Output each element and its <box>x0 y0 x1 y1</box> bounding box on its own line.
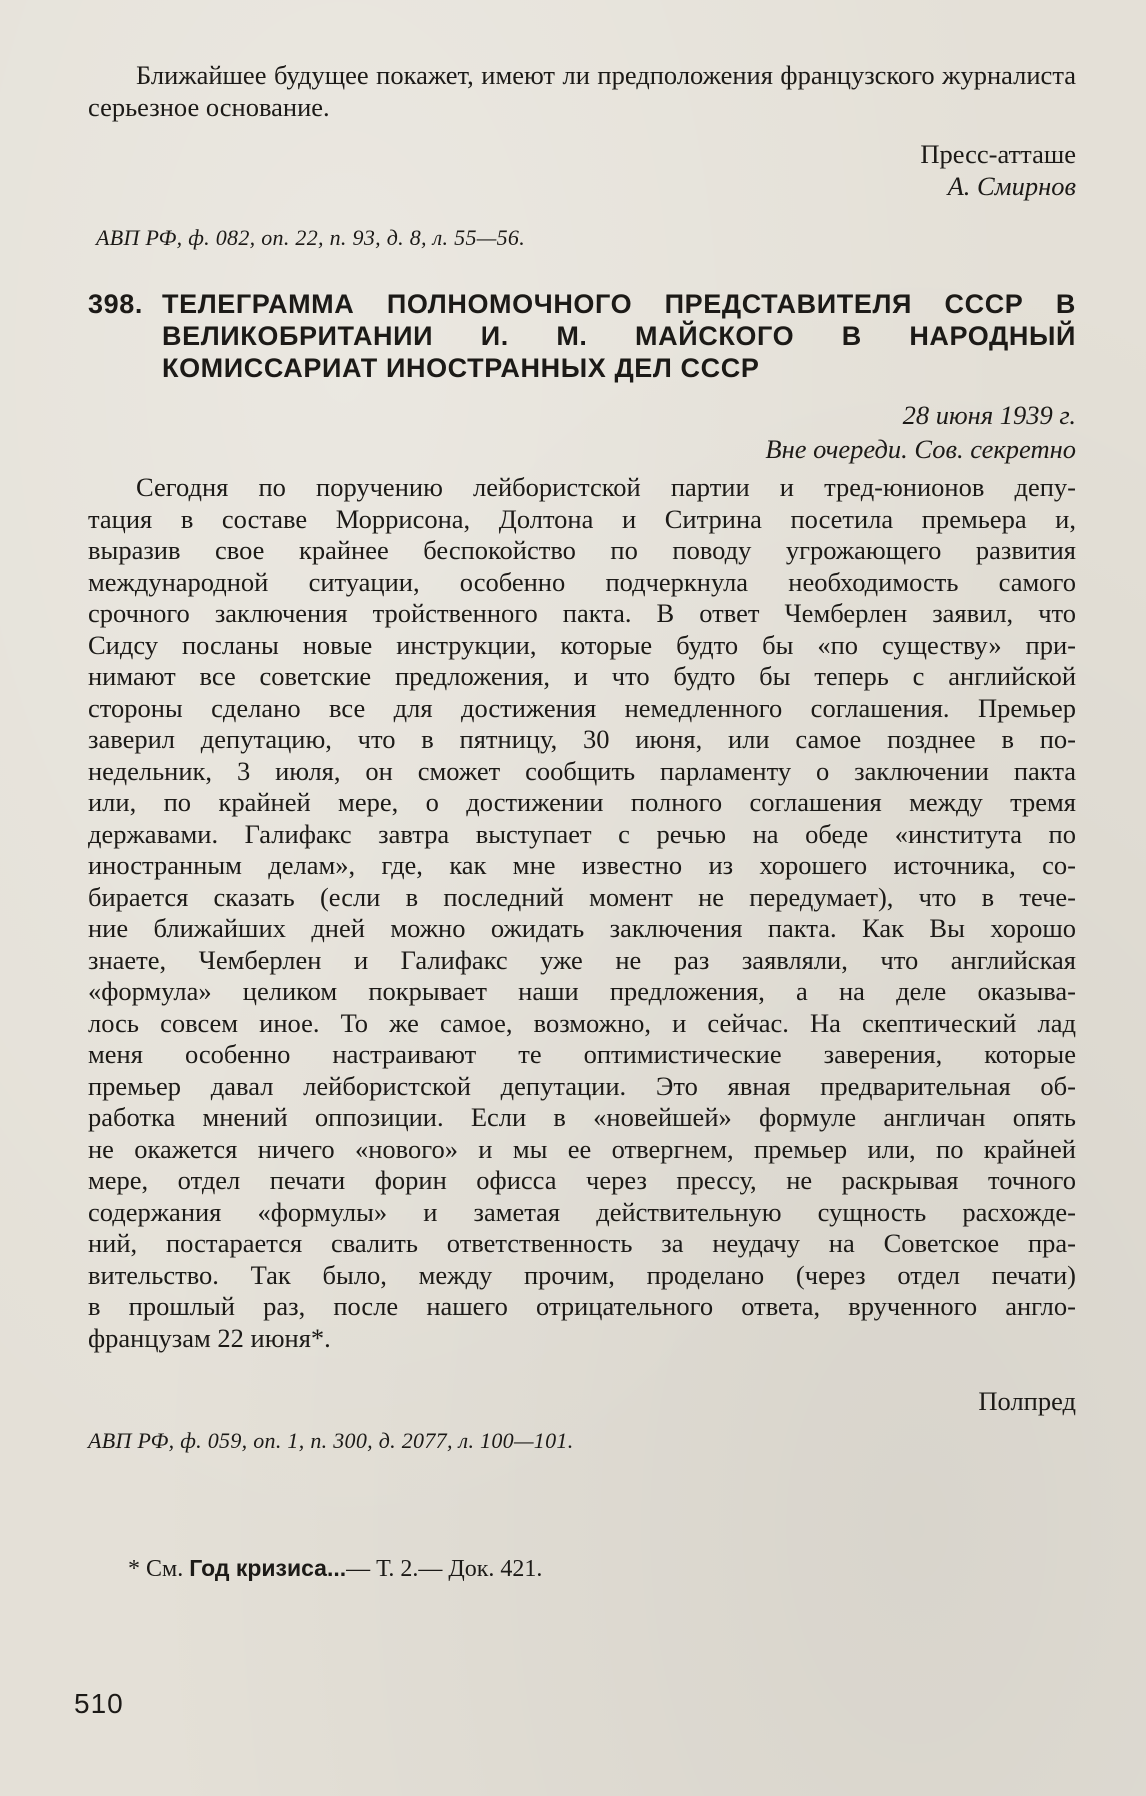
document-heading <box>88 288 1076 384</box>
document-date: 28 июня 1939 г. <box>902 400 1076 430</box>
body-line: заверил депутацию, что в пятницу, 30 июня, или самое позднее в по- <box>88 724 1076 754</box>
body-line: или, по крайней мере, о достижении полного соглашения между тремя <box>88 787 1076 817</box>
intro-signature-role: Пресс-атташе <box>920 139 1076 169</box>
body-line: знаете, Чемберлен и Галифакс уже не раз заявляли, что английская <box>88 944 1076 975</box>
document-archive-source: АВП РФ, ф. 059, оп. 1, п. 300, д. 2077, л. 100—101. <box>88 1428 574 1453</box>
body-line: в прошлый раз, после нашего отрицательного ответа, врученного англо- <box>88 1291 1076 1321</box>
document-number: 398. <box>88 289 143 319</box>
document-classification: Вне очереди. Сов. секретно <box>765 434 1076 464</box>
document-body <box>88 472 1076 1354</box>
body-line: недельник, 3 июля, он сможет сообщить парламенту о заключении пакта <box>88 755 1076 786</box>
body-line: работка мнений оппозиции. Если в «новейшей» формуле англичан опять <box>88 1102 1076 1132</box>
body-line: бирается сказать (если в последний момент не передумает), что в тече- <box>88 881 1076 912</box>
body-line: международной ситуации, особенно подчеркнула необходимость самого <box>88 566 1076 597</box>
body-line: премьер давал лейбористской депутации. Это явная предварительная об- <box>88 1070 1076 1101</box>
body-line: мере, отдел печати форин офисса через прессу, не раскрывая точного <box>88 1165 1076 1195</box>
body-line: вительство. Так было, между прочим, проделано (через отдел печати) <box>88 1259 1076 1290</box>
footnote-book-title: Год кризиса... <box>189 1555 347 1581</box>
body-line: иностранным делам», где, как мне известно из хорошего источника, со- <box>88 850 1076 880</box>
body-line: Сидсу посланы новые инструкции, которые будто бы «по существу» при- <box>88 629 1076 660</box>
intro-paragraph: Ближайшее будущее покажет, имеют ли предположения французского журналиста серьезное основание. <box>88 60 1076 122</box>
body-line: Сегодня по поручению лейбористской партии и тред-юнионов депу- <box>136 472 1076 502</box>
body-line: нимают все советские предложения, и что будто бы теперь с английской <box>88 661 1076 691</box>
page-content <box>88 60 1076 1455</box>
intro-signature-name: А. Смирнов <box>947 170 1076 201</box>
body-line: срочного заключения тройственного пакта. В ответ Чемберлен заявил, что <box>88 598 1076 628</box>
document-title: ТЕЛЕГРАММА ПОЛНОМОЧНОГО ПРЕДСТАВИТЕЛЯ СССР В ВЕЛИКОБРИТАНИИ И. М. МАЙСКОГО В НАРОДНЫЙ КОМИССАРИАТ ИНОСТРАННЫХ ДЕЛ СССР <box>162 289 1076 383</box>
body-line: не окажется ничего «нового» и мы ее отвергнем, премьер или, по крайней <box>88 1133 1076 1164</box>
footnote-prefix: * См. <box>128 1556 190 1582</box>
body-line: меня особенно настраивают те оптимистические заверения, которые <box>88 1039 1076 1069</box>
body-line: державами. Галифакс завтра выступает с речью на обеде «института по <box>88 818 1076 849</box>
footnote-suffix: — Т. 2.— Док. 421. <box>346 1556 543 1582</box>
intro-archive-source: АВП РФ, ф. 082, оп. 22, п. 93, д. 8, л. 55—56. <box>96 225 526 250</box>
body-line: стороны сделано все для достижения немедленного соглашения. Премьер <box>88 692 1076 723</box>
body-line: французам 22 июня*. <box>88 1322 331 1353</box>
document-signature: Полпред <box>978 1386 1076 1416</box>
body-line: лось совсем иное. То же самое, возможно, и сейчас. На скептический лад <box>88 1007 1076 1038</box>
body-line: выразив свое крайнее беспокойство по поводу угрожающего развития <box>88 535 1076 565</box>
body-line: ний, постарается свалить ответственность за неудачу на Советское пра- <box>88 1228 1076 1258</box>
body-line: «формула» целиком покрывает наши предложения, а на деле оказыва- <box>88 976 1076 1006</box>
body-line: тация в составе Моррисона, Долтона и Ситрина посетила премьера и, <box>88 503 1076 534</box>
body-line: содержания «формулы» и заметая действительную сущность расхожде- <box>88 1196 1076 1227</box>
footnote <box>128 1555 542 1583</box>
page-number: 510 <box>74 1688 124 1719</box>
body-line: ние ближайших дней можно ожидать заключения пакта. Как Вы хорошо <box>88 913 1076 943</box>
